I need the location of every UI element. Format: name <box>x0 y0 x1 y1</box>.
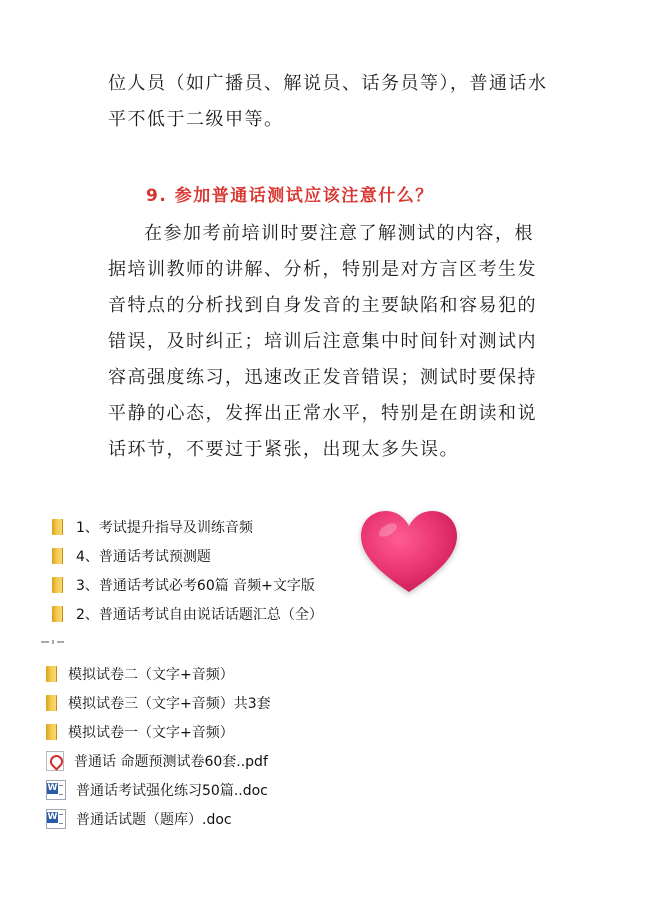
folder-icon <box>52 577 64 593</box>
folder-label: 模拟试卷三（文字+音频）共3套 <box>68 695 271 712</box>
word-doc-icon <box>46 809 66 829</box>
word-doc-icon <box>46 780 66 800</box>
pdf-file-icon <box>46 751 64 771</box>
folder-item[interactable] <box>52 570 323 599</box>
paragraph-body: 在参加考前培训时要注意了解测试的内容，根据培训教师的讲解、分析，特别是对方言区考生发音特点的分析找到自身发音的主要缺陷和容易犯的错误，及时纠正；培训后注意集中时间针对测试内容高强度练习，迅速改正发音错误；测试时要保持平静的心态，发挥出正常水平，特别是在朗读和说话环节，不要过于紧张，出现太多失误。 <box>108 223 537 460</box>
folder-icon <box>46 695 58 711</box>
file-item-doc[interactable] <box>46 775 271 804</box>
folder-label: 2、普通话考试自由说话话题汇总（全） <box>76 606 323 623</box>
folder-label: 模拟试卷一（文字+音频） <box>68 724 234 741</box>
folder-item[interactable] <box>46 659 271 688</box>
folder-item[interactable] <box>46 688 271 717</box>
paragraph-intro: 位人员（如广播员、解说员、话务员等），普通话水平不低于二级甲等。 <box>108 73 548 130</box>
folder-item[interactable] <box>52 599 323 628</box>
file-label: 普通话 命题预测试卷60套..pdf <box>74 753 268 770</box>
folder-icon <box>46 724 58 740</box>
folder-list-primary <box>52 512 323 628</box>
file-label: 普通话考试强化练习50篇..doc <box>76 782 268 799</box>
folder-item[interactable] <box>46 717 271 746</box>
folder-icon <box>52 606 64 622</box>
folder-label: 4、普通话考试预测题 <box>76 548 211 565</box>
folder-icon <box>52 548 64 564</box>
cropped-fragment <box>40 630 66 636</box>
folder-label: 3、普通话考试必考60篇 音频+文字版 <box>76 577 315 594</box>
folder-item[interactable] <box>52 512 323 541</box>
heart-icon <box>355 506 463 602</box>
folder-label: 1、考试提升指导及训练音频 <box>76 519 253 536</box>
folder-icon <box>46 666 58 682</box>
file-list-secondary <box>46 659 271 833</box>
folder-label: 模拟试卷二（文字+音频） <box>68 666 234 683</box>
folder-icon <box>52 519 64 535</box>
file-label: 普通话试题（题库）.doc <box>76 811 232 828</box>
file-item-doc[interactable] <box>46 804 271 833</box>
section-heading: 9. 参加普通话测试应该注意什么？ <box>146 186 434 206</box>
folder-item[interactable] <box>52 541 323 570</box>
file-item-pdf[interactable] <box>46 746 271 775</box>
